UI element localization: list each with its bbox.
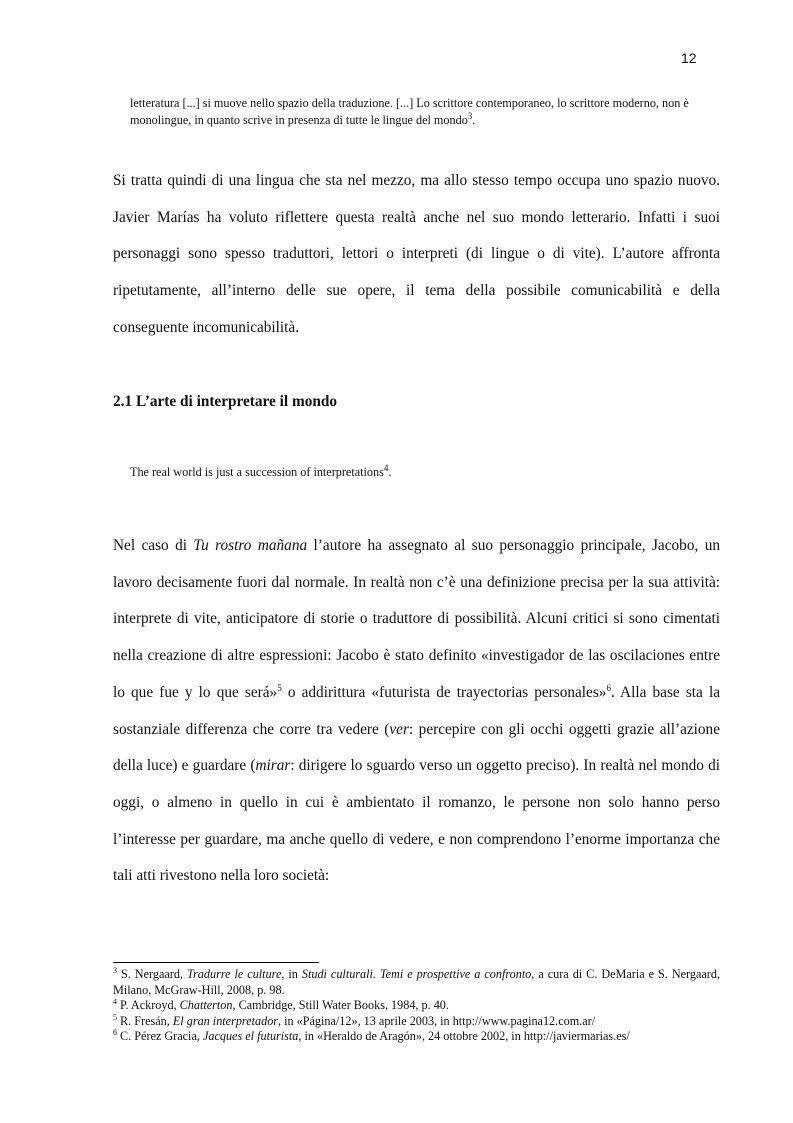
paragraph-2-text: : percepire con gli occhi oggetti grazie all’azione della luce) e guardare (: [113, 720, 720, 775]
paragraph-2: [113, 528, 720, 895]
epigraph-text: The real world is just a succession of interpretations: [130, 465, 384, 479]
footnote-text: P. Ackroyd,: [117, 998, 180, 1012]
footnote-number: 3: [113, 965, 117, 975]
paragraph-2-text: . Alla base sta la sostanziale differenza che corre tra vedere (: [113, 683, 720, 738]
footnote-title: El gran interpretador: [172, 1013, 279, 1028]
footnotes: [113, 967, 720, 1045]
footnote-text: , in: [281, 967, 302, 981]
footnote-ref-5[interactable]: 5: [277, 682, 282, 693]
footnote-text: , in «Página/12», 13 aprile 2003, in http://www.pagina12.com.ar/: [278, 1013, 596, 1028]
footnote-4: [113, 998, 720, 1014]
term-mirar: mirar: [255, 757, 291, 775]
epigraph-end: .: [388, 465, 392, 479]
footnote-number: 5: [113, 1012, 117, 1022]
footnote-5: [113, 1014, 720, 1030]
footnote-title: Chatterton: [179, 998, 233, 1012]
footnote-ref-3[interactable]: 3: [467, 110, 473, 121]
paragraph-2-text: : dirigere lo sguardo verso un oggetto preciso). In realtà nel mondo di oggi, o almeno in quello in cui è ambientato il romanzo, le persone non solo hanno perso l’interesse per guardare, ma anche quello di vedere, e non comprendono l’enorme importanza che tali atti rivestono nella loro società:: [113, 757, 720, 885]
footnote-number: 4: [113, 996, 117, 1006]
paragraph-1: Si tratta quindi di una lingua che sta nel mezzo, ma allo stesso tempo occupa uno spazio nuovo. Javier Marías ha voluto riflettere questa realtà anche nel suo mondo letterario. Infatti i suoi personaggi sono spesso traduttori, lettori o interpreti (di lingue o di vite). L’autore affronta ripetutamente, all’interno delle sue opere, il tema della possibile comunicabilità e della conseguente incomunicabilità.: [113, 172, 720, 336]
epigraph: [130, 462, 392, 480]
footnote-text: S. Nergaard,: [117, 967, 187, 981]
footnote-title: Jacques el futurista: [202, 1029, 299, 1043]
footnote-text: , in «Heraldo de Aragón», 24 ottobre 2002, in http://javiermarias.es/: [298, 1029, 630, 1043]
page-number: 12: [681, 50, 697, 66]
footnote-ref-4[interactable]: 4: [383, 462, 389, 473]
footnote-text: C. Pérez Gracia,: [117, 1029, 203, 1043]
footnote-text: , Cambridge, Still Water Books, 1984, p. 40.: [232, 998, 449, 1012]
footnote-ref-6[interactable]: 6: [606, 682, 611, 693]
footnote-number: 6: [113, 1027, 117, 1037]
paragraph-2-text: Nel caso di: [113, 537, 194, 554]
footnote-separator: [113, 962, 319, 963]
footnote-text: R. Fresán,: [117, 1013, 173, 1028]
block-quote: [130, 95, 690, 129]
section-heading: 2.1 L’arte di interpretare il mondo: [113, 393, 338, 410]
footnote-6: [113, 1029, 720, 1045]
footnote-title: Tradurre le culture: [186, 967, 282, 981]
paragraph-2-text: l’autore ha assegnato al suo personaggio principale, Jacobo, un lavoro decisamente fuori dal normale. In realtà non c’è una definizione precisa per la sua attività: interprete di vite, anticipatore di storie o traduttore di possibilità. Alcuni critici si sono cimentati nella creazione di altre espressioni: Jacobo è stato definito «investigador de las oscilaciones entre lo que fue y lo que será»: [113, 537, 720, 701]
footnote-3: [113, 967, 720, 998]
footnote-title: Studi culturali. Temi e prospettive a confronto: [301, 967, 532, 981]
block-quote-text: letteratura [...] si muove nello spazio della traduzione. [...] Lo scrittore contemporaneo, lo scrittore moderno, non è monolingue, in quanto scrive in presenza di tutte le lingue del mondo: [130, 96, 689, 127]
paragraph-2-text: o addirittura «futurista de trayectorias personales»: [281, 683, 607, 701]
block-quote-end: .: [472, 113, 476, 127]
book-title: Tu rostro mañana: [193, 537, 308, 554]
footnote-text: , a cura di C. DeMaria e S. Nergaard, Milano, McGraw-Hill, 2008, p. 98.: [113, 967, 720, 997]
term-ver: ver: [389, 720, 409, 738]
